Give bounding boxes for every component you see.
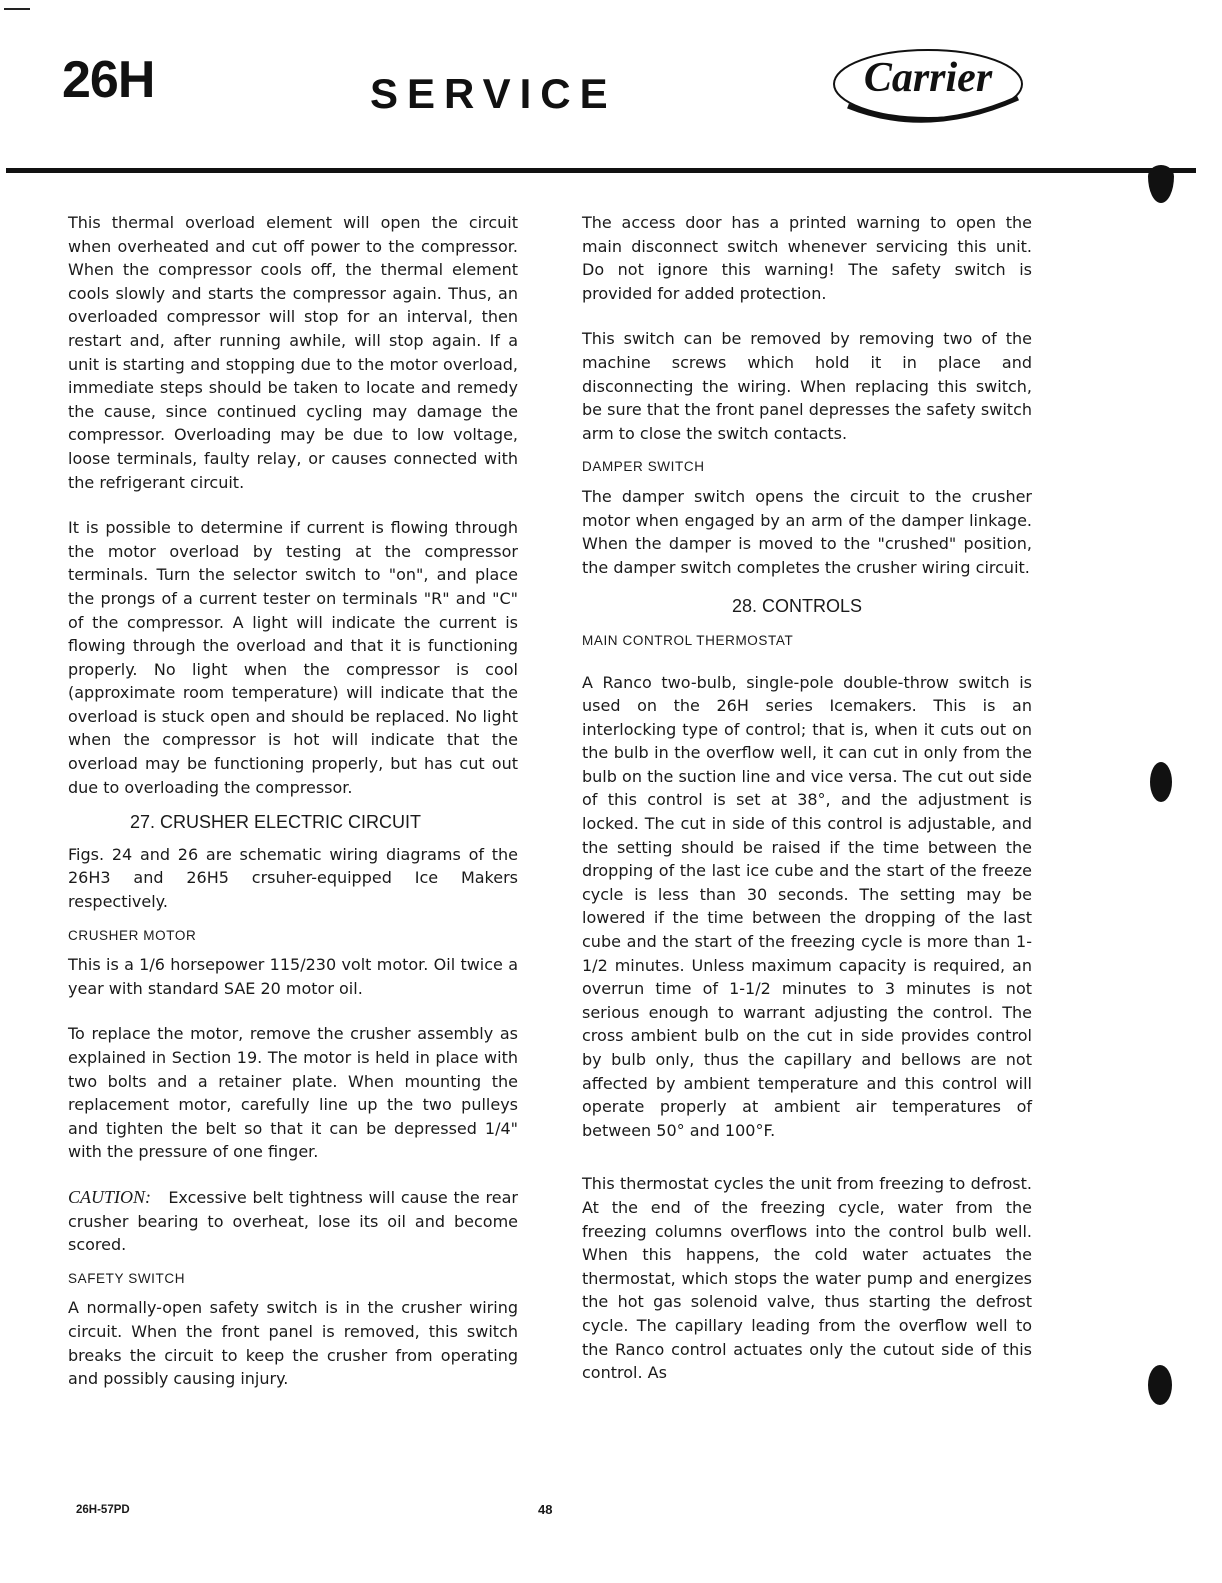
paragraph: A normally-open safety switch is in the crusher wiring circuit. When the front panel is removed, this switch breaks the circuit to keep the crusher from operating and possibly causing injury. [68,1298,518,1389]
left-column [68,211,518,1391]
brand-logo [828,48,1058,138]
header-rule [6,168,1196,173]
caution-text: Excessive belt tightness will cause the rear crusher bearing to overheat, lose its oil and become scored. [68,1187,518,1255]
paragraph: The damper switch opens the circuit to the crusher motor when engaged by an arm of the damper linkage. When the damper is moved to the "crushed" position, the damper switch completes the crusher wiring circuit. [582,486,1032,577]
section-heading: 27. CRUSHER ELECTRIC CIRCUIT [130,812,422,833]
page-number: 48 [538,1502,553,1517]
binder-hole-bottom [1148,1365,1172,1405]
binder-hole-middle [1150,762,1172,802]
paragraph: Figs. 24 and 26 are schematic wiring diagrams of the 26H3 and 26H5 crsuher-equipped Ice Makers respectively. [68,844,518,912]
paragraph: This thermal overload element will open the circuit when overheated and cut off power to the compressor. When the compressor cools off, the thermal element cools slowly and starts the compressor again. Thus, an overloaded compressor will stop for an interval, then restart and, after running awhile, will stop again. If a unit is starting and stopping due to the motor overload, immediate steps should be taken to locate and remedy the cause, since continued cycling may damage the compressor. Overloading may be due to low voltage, loose terminals, faulty relay, or causes connected with the refrigerant circuit. [68,213,518,492]
corner-mark [4,8,30,10]
paragraph: This switch can be removed by removing two of the machine screws which hold it in place and disconnecting the wiring. When replacing this switch, be sure that the front panel depresses the safety switch arm to close the switch contacts. [582,329,1032,443]
subsection-heading: DAMPER SWITCH [582,459,705,475]
section-heading: 28. CONTROLS [732,596,863,617]
paragraph: To replace the motor, remove the crusher assembly as explained in Section 19. The motor is held in place with two bolts and a retainer plate. When mounting the replacement motor, carefully line up the two pulleys and tighten the belt so that it can be depressed 1/4" with the pressure of one finger. [68,1024,518,1162]
right-column [582,211,1032,1385]
subsection-heading: CRUSHER MOTOR [68,927,197,943]
paragraph: This thermostat cycles the unit from freezing to defrost. At the end of the freezing cycle, water from the freezing columns overflows into the control bulb well. When this happens, the cold water actuates the thermostat, which stops the water pump and energizes the hot gas solenoid valve, thus starting the defrost cycle. The capillary leading from the overflow well to the Ranco control actuates only the cutout side of this control. As [582,1174,1032,1383]
caution-label: CAUTION: [68,1186,152,1207]
paragraph: It is possible to determine if current is flowing through the motor overload by testing at the compressor terminals. Turn the selector switch to "on", and place the prongs of a current tester on terminals "R" and "C" of the compressor. A light will indicate the current is flowing through the overload and that it is functioning properly. No light when the compressor is cool (approximate room temperature) will indicate that the overload is stuck open and should be replaced. No light when the compressor is hot will indicate that the overload may be functioning properly, but has cut out due to overloading the compressor. [68,518,518,797]
document-code: 26H-57PD [76,1504,130,1516]
paragraph: This is a 1/6 horsepower 115/230 volt motor. Oil twice a year with standard SAE 20 motor oil. [68,955,518,998]
model-number: 26H [62,51,155,109]
paragraph: A Ranco two-bulb, single-pole double-throw switch is used on the 26H series Icemakers. This is an interlocking type of control; that is, when it cuts out on the bulb in the overflow well, it can cut in only from the bulb on the suction line and vice versa. The cut out side of this control is set at 38°, and the adjustment is locked. The cut in side of this control is adjustable, and the setting should be raised if the time between the dropping of the last ice cube and the start of the freeze cycle is less than 30 seconds. The setting may be lowered if the time between the dropping of the last cube and the start of the freezing cycle is more than 1-1/2 minutes. Unless maximum capacity is required, an overrun time of 1-1/2 minutes to 3 minutes is not serious enough to warrant adjusting the control. The cross ambient bulb on the cut in side provides control by bulb only, thus the capillary and bellows are not affected by ambient temperature and this control will operate properly at ambient air temperatures of between 50° and 100°F. [582,672,1032,1140]
caution-note [68,1186,518,1257]
brand-name: Carrier [863,55,993,101]
page-title: SERVICE [370,70,617,117]
binder-hole-top [1148,165,1174,203]
subsection-heading: SAFETY SWITCH [68,1270,186,1286]
subsection-heading: MAIN CONTROL THERMOSTAT [582,632,794,648]
paragraph: The access door has a printed warning to open the main disconnect switch whenever servicing this unit. Do not ignore this warning! The safety switch is provided for added protection. [582,213,1032,303]
